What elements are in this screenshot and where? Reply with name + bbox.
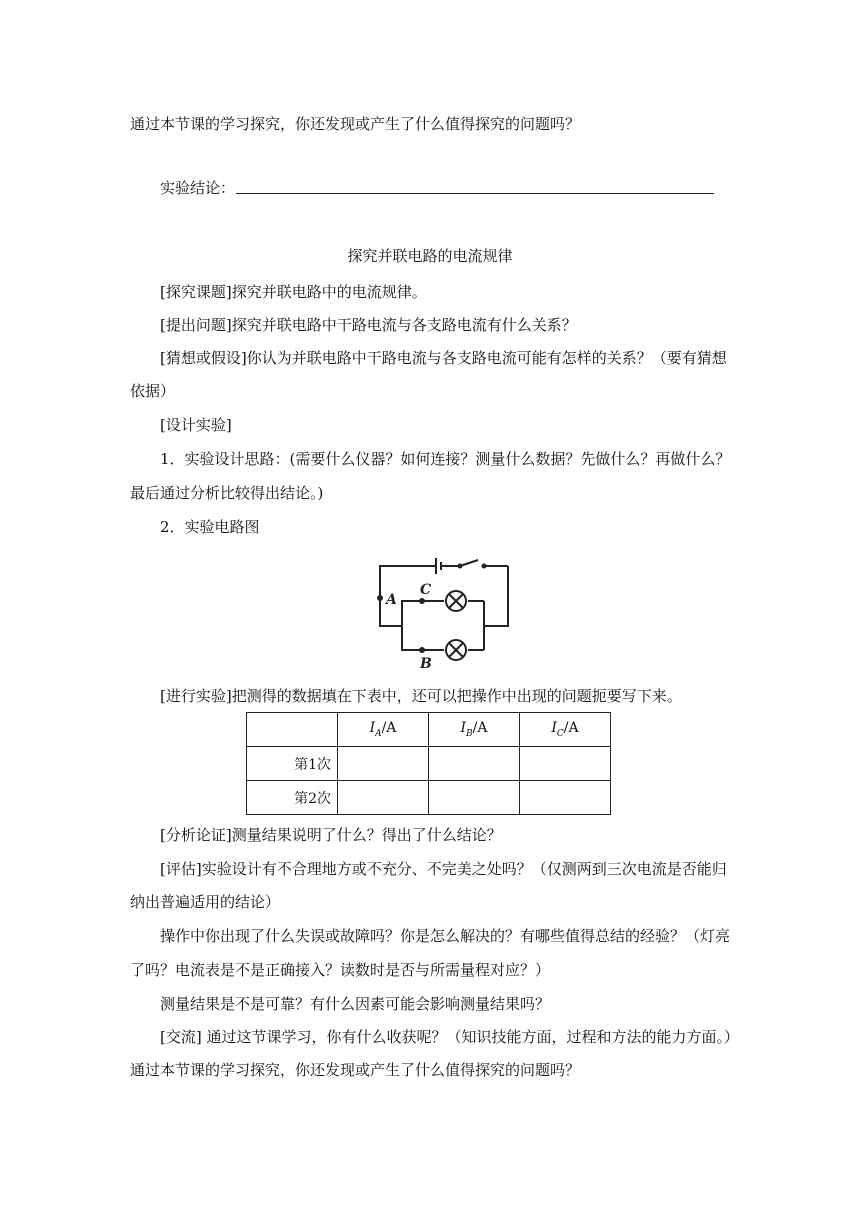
errors-line-1: 操作中你出现了什么失误或故障吗？你是怎么解决的？有哪些值得总结的经验？（灯亮	[160, 927, 731, 945]
design-step-1a: 1．实验设计思路：(需要什么仪器？如何连接？测量什么数据？先做什么？再做什么？	[160, 450, 731, 468]
evaluate-line-1: [评估]实验设计有不合理地方或不充分、不完美之处吗？（仅测两到三次电流是否能归	[160, 860, 727, 878]
hypothesis-line-2: 依据）	[130, 382, 176, 400]
header-ic: $I_C/A$	[520, 713, 611, 747]
label-b: B	[420, 656, 432, 668]
table-header-row	[247, 713, 611, 747]
node-b	[419, 647, 425, 653]
table-cell[interactable]	[338, 781, 429, 815]
header-ia: $I_A/A$	[338, 713, 429, 747]
circuit-diagram	[372, 556, 512, 668]
top-question: 通过本节课的学习探究，你还发现或产生了什么值得探究的问题吗？	[130, 115, 581, 133]
conduct-line: [进行实验]把测得的数据填在下表中，还可以把操作中出现的问题扼要写下来。	[160, 687, 682, 705]
table-cell[interactable]	[520, 781, 611, 815]
exchange-line: [交流] 通过这节课学习，你有什么收获呢？（知识技能方面，过程和方法的能力方面。）	[160, 1028, 739, 1046]
question-line: [提出问题]探究并联电路中干路电流与各支路电流有什么关系？	[160, 316, 577, 334]
topic-line: [探究课题]探究并联电路中的电流规律。	[160, 283, 427, 301]
header-ib: $I_B/A$	[429, 713, 520, 747]
table-cell[interactable]	[429, 747, 520, 781]
evaluate-line-2: 纳出普遍适用的结论）	[130, 893, 281, 911]
table-cell[interactable]	[429, 781, 520, 815]
node-a	[377, 595, 383, 601]
table-cell[interactable]	[338, 747, 429, 781]
row-label: 第1次	[247, 747, 338, 781]
reliable-line: 测量结果是不是可靠？有什么因素可能会影响测量结果吗？	[160, 995, 551, 1013]
row-label: 第2次	[247, 781, 338, 815]
final-question: 通过本节课的学习探究，你还发现或产生了什么值得探究的问题吗？	[130, 1061, 581, 1079]
table-corner-cell	[247, 713, 338, 747]
conclusion-label: 实验结论：	[160, 179, 236, 197]
hypothesis-line-1: [猜想或假设]你认为并联电路中干路电流与各支路电流可能有怎样的关系？（要有猜想	[160, 349, 727, 367]
table-row	[247, 747, 611, 781]
analysis-line: [分析论证]测量结果说明了什么？得出了什么结论？	[160, 826, 502, 844]
errors-line-2: 了吗？电流表是不是正确接入？读数时是否与所需量程对应？）	[130, 961, 551, 979]
table-row	[247, 781, 611, 815]
section-title: 探究并联电路的电流规律	[347, 247, 513, 265]
node-c	[419, 598, 425, 604]
conclusion-blank-line	[236, 193, 714, 194]
lamp-icon	[446, 640, 466, 660]
lamp-icon	[446, 591, 466, 611]
data-table	[246, 712, 611, 815]
design-heading: [设计实验]	[160, 416, 232, 434]
design-step-1b: 最后通过分析比较得出结论。)	[130, 484, 324, 502]
design-step-2: 2．实验电路图	[160, 518, 260, 536]
label-c: C	[420, 582, 432, 598]
table-cell[interactable]	[520, 747, 611, 781]
label-a: A	[386, 592, 397, 608]
